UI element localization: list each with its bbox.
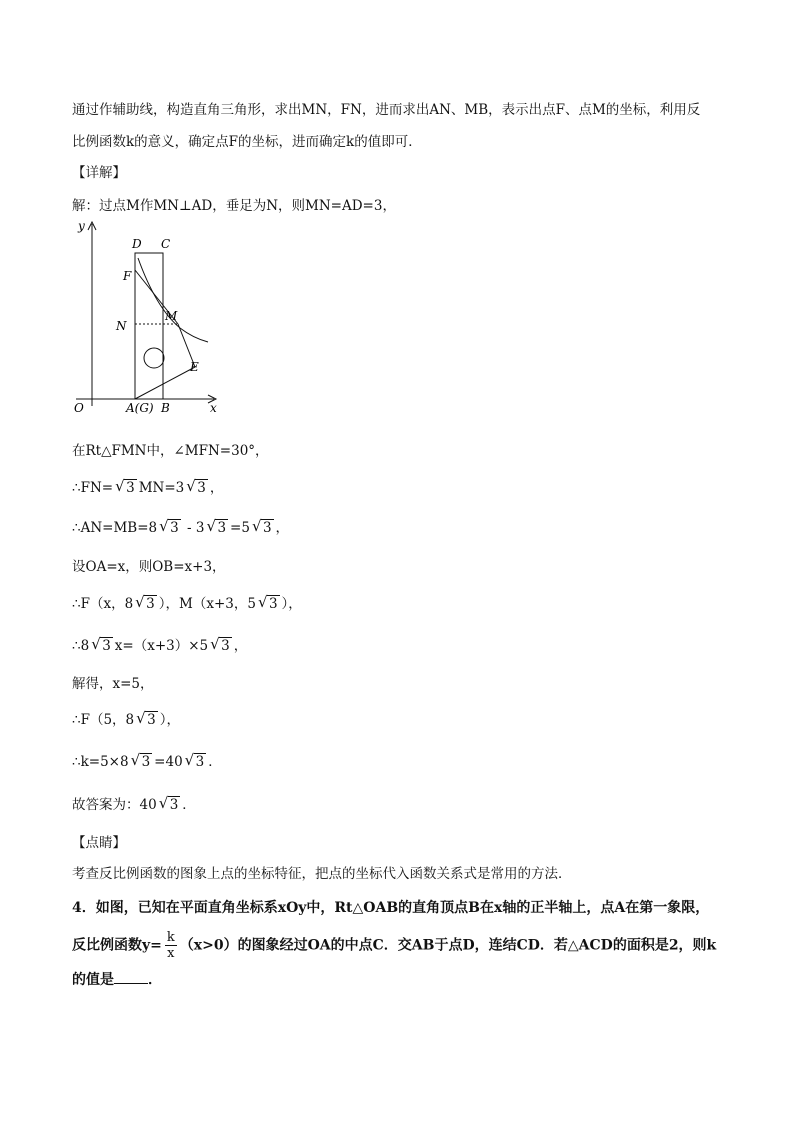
sqrt-3: √ 3 <box>135 593 155 612</box>
sqrt-3: √ 3 <box>210 635 230 654</box>
label-f: F <box>123 269 132 283</box>
sqrt-3: √ 3 <box>186 477 206 496</box>
sqrt-3: √ 3 <box>130 751 151 770</box>
label-b: B <box>161 401 170 415</box>
step-8: ∴F（5，8 √ 3 ）， <box>72 709 180 728</box>
sqrt-3: √ 3 <box>115 477 135 496</box>
sqrt-3: √ 3 <box>136 709 156 728</box>
label-d: D <box>132 237 142 251</box>
label-y: y <box>78 219 85 233</box>
step-6: ∴8 √ 3 x=（x+3）×5 √ 3 ， <box>72 635 248 654</box>
problem-4-line-2: 反比例函数y= $\frac{k}{x}$ （x>0）的图象经过OA的中点C．交AB于点D，连结CD．若△ACD的面积是2，则k <box>72 930 717 961</box>
comment-header: 【点睛】 <box>72 835 126 851</box>
label-e: E <box>190 360 199 374</box>
step-4: 设OA=x，则OB=x+3， <box>72 559 226 575</box>
comment-text: 考查反比例函数的图象上点的坐标特征，把点的坐标代入函数关系式是常用的方法． <box>72 866 572 882</box>
sqrt-3: √ 3 <box>206 517 227 536</box>
step-5: ∴F（x，8 √ 3 ），M（x+3，5 √ 3 ）， <box>72 593 302 612</box>
step-3: ∴AN=MB=8 √ 3 - 3 √ 3 =5 √ 3 ， <box>72 517 290 536</box>
label-n: N <box>116 319 127 333</box>
step-7: 解得，x=5， <box>72 676 154 692</box>
label-x: x <box>210 401 217 415</box>
detail-header: 【详解】 <box>72 165 126 181</box>
step-2: ∴FN= √ 3 MN=3 √ 3 ， <box>72 477 224 496</box>
hyperbola-curve <box>138 258 208 342</box>
problem-4-line-3: 的值是 ． <box>72 972 162 988</box>
sqrt-3: √ 3 <box>251 517 272 536</box>
fraction-k-over-x: $\frac{k}{x}$ <box>166 930 175 961</box>
small-circle <box>144 348 164 368</box>
problem-4-line-1: 4．如图，已知在平面直角坐标系xOy中，Rt△OAB的直角顶点B在x轴的正半轴上，点A在第一象限， <box>72 900 710 916</box>
sqrt-3: √ 3 <box>91 635 111 654</box>
answer-blank[interactable] <box>114 971 148 984</box>
sqrt-3: √ 3 <box>184 751 205 770</box>
geometry-figure <box>68 218 228 433</box>
label-ag: A(G) <box>126 401 154 415</box>
step-10: 故答案为：40 √ 3 ． <box>72 794 196 813</box>
step-9: ∴k=5×8 √ 3 =40 √ 3 ． <box>72 751 222 770</box>
label-m: M <box>165 309 178 323</box>
label-c: C <box>161 237 171 251</box>
analysis-line-1: 通过作辅助线，构造直角三角形，求出MN，FN，进而求出AN、MB，表示出点F、点M的坐标，利用反 <box>72 102 701 118</box>
sqrt-3: √ 3 <box>158 794 179 813</box>
sqrt-3: √ 3 <box>257 593 278 612</box>
analysis-line-2: 比例函数k的意义，确定点F的坐标，进而确定k的值即可． <box>72 134 422 150</box>
solution-intro: 解：过点M作MN⊥AD，垂足为N，则MN=AD=3， <box>72 198 396 214</box>
label-o: O <box>74 401 84 415</box>
segment-ae <box>135 367 195 399</box>
sqrt-3: √ 3 <box>159 517 179 536</box>
step-1: 在Rt△FMN中，∠MFN=30°， <box>72 443 269 459</box>
